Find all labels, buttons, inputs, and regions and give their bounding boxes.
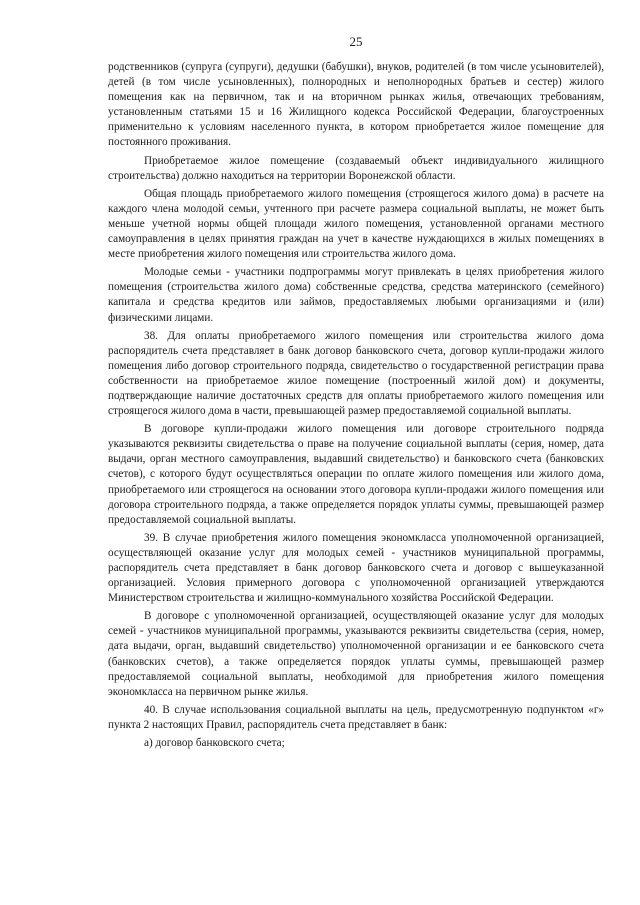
- paragraph-contract-details: В договоре купли-продажи жилого помещения или договоре строительного подряда указываются реквизиты свидетельства о праве на получение социальной выплаты (серия, номер, дата выдачи, орган местного самоуправления, выдавший свидетельство) и банковского счета (банковских счетов), с которого будут осуществляться операции по оплате жилого помещения или жилого дома, приобретаемого или строящегося на основании этого договора купли-продажи жилого помещения или договора строительного подряда, а также определяется порядок уплаты суммы, превышающей размер предоставляемой социальной выплаты.: [108, 423, 604, 526]
- paragraph-area: Общая площадь приобретаемого жилого помещения (строящегося жилого дома) в расчете на каждого члена молодой семьи, учтенного при расчете размера социальной выплаты, не может быть меньше учетной нормы общей площади жилого помещения, установленной органами местного самоуправления в целях принятия граждан на учет в качестве нуждающихся в жилых помещениях в месте приобретения жилого помещения или строительства жилого дома.: [108, 187, 604, 261]
- page-number: 25: [349, 34, 363, 49]
- paragraph-item-39: 39. В случае приобретения жилого помещения экономкласса уполномоченной организацией, осуществляющей оказание услуг для молодых семей - участников муниципальной программы, распорядитель счета представляет в банк договор банковского счета и договор с вышеуказанной организацией. Условия примерного договора с уполномоченной организацией утверждаются Министерством строительства и жилищно-коммунального хозяйства Российской Федерации.: [108, 531, 604, 605]
- paragraph-relatives: родственников (супруга (супруги), дедушки (бабушки), внуков, родителей (в том числе усыновителей), детей (в том числе усыновленных), полнородных и неполнородных братьев и сестер) жилого помещения как на первичном, так и на вторичном рынках жилья, отвечающих требованиям, установленным статьями 15 и 16 Жилищного кодекса Российской Федерации, благоустроенных применительно к условиям населенного пункта, в котором приобретается жилое помещение для постоянного проживания.: [108, 61, 604, 149]
- paragraph-funding: Молодые семьи - участники подпрограммы могут привлекать в целях приобретения жилого помещения (строительства жилого дома) собственные средства, средства материнского (семейного) капитала и средства кредитов или займов, предоставляемых любыми организациями и (или) физическими лицами.: [108, 266, 604, 324]
- paragraph-location: Приобретаемое жилое помещение (создаваемый объект индивидуального жилищного строительства) должно находиться на территории Воронежской области.: [108, 154, 604, 182]
- paragraph-item-40: 40. В случае использования социальной выплаты на цель, предусмотренную подпунктом «г» пункта 2 настоящих Правил, распорядитель счета представляет в банк:: [108, 703, 604, 731]
- paragraph-item-40-a: а) договор банковского счета;: [144, 737, 285, 750]
- paragraph-organization-contract: В договоре с уполномоченной организацией, осуществляющей оказание услуг для молодых семей - участников муниципальной программы, указываются реквизиты свидетельства (серия, номер, дата выдачи, орган, выдавший свидетельство) уполномоченной организации и ее банковского счета (банковских счетов), а также определяется порядок уплаты суммы, превышающей размер предоставляемой социальной выплаты, необходимой для приобретения жилого помещения экономкласса на первичном рынке жилья.: [108, 610, 604, 698]
- paragraph-item-38: 38. Для оплаты приобретаемого жилого помещения или строительства жилого дома распорядитель счета представляет в банк договор банковского счета, договор купли-продажи жилого помещения либо договор строительного подряда, свидетельство о государственной регистрации права собственности на приобретаемое жилое помещение (построенный жилой дом) и документы, подтверждающие наличие достаточных средств для оплаты приобретаемого жилого помещения или строящегося жилого дома в части, превышающей размер предоставляемой социальной выплаты.: [108, 329, 604, 418]
